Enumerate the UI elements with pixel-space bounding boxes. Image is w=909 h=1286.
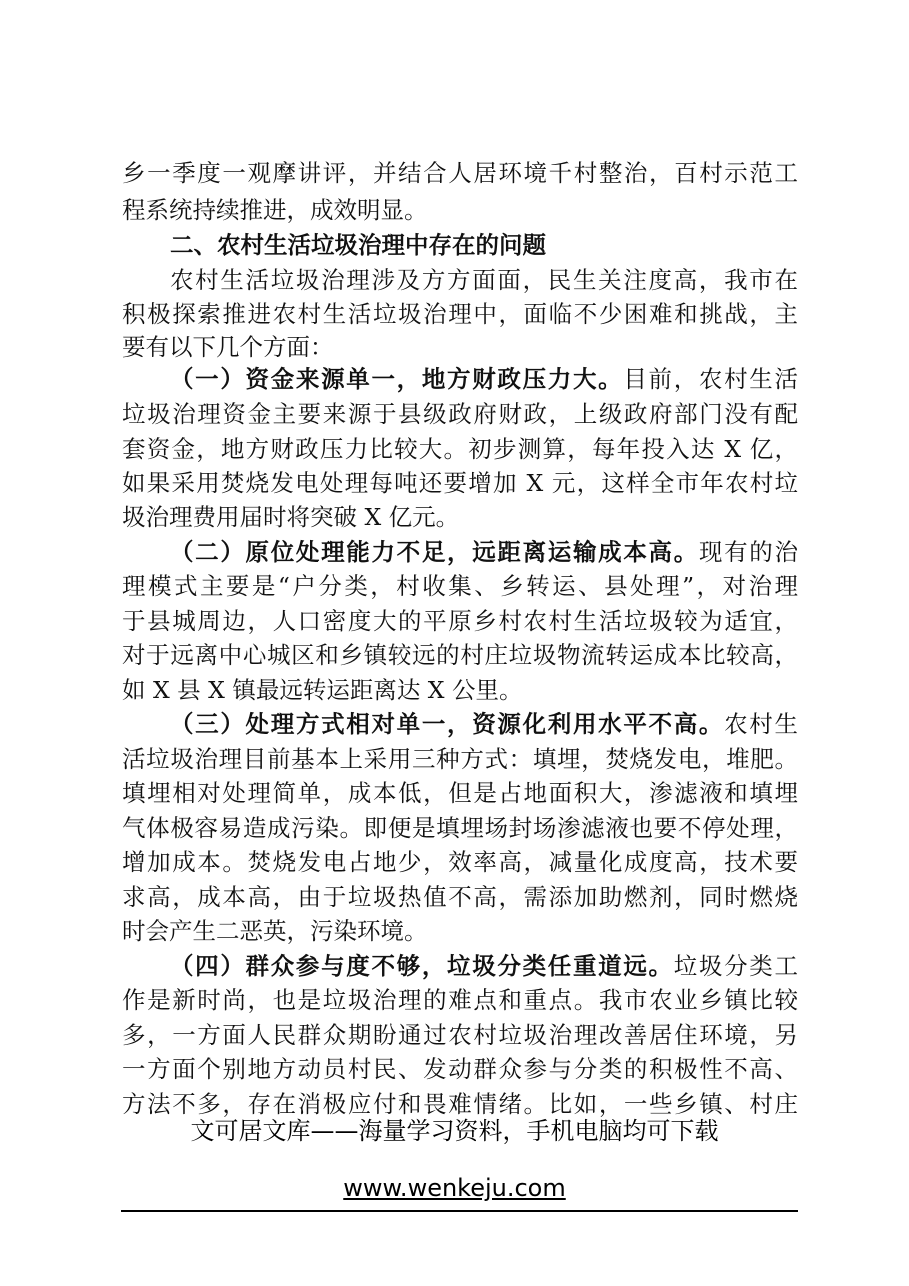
paragraph-line: 于县城周边，人口密度大的平原乡村农村生活垃圾较为适宜， <box>122 607 798 635</box>
paragraph-line: 垃圾治理资金主要来源于县级政府财政，上级政府部门没有配 <box>122 400 798 428</box>
paragraph-line: 套资金，地方财政压力比较大。初步测算，每年投入达 X 亿， <box>122 435 798 463</box>
subsection-title: （三）处理方式相对单一，资源化利用水平不高。 <box>170 710 725 738</box>
paragraph-line: 多，一方面人民群众期盼通过农村垃圾治理改善居住环境，另 <box>122 1021 798 1049</box>
paragraph-line: 如果采用焚烧发电处理每吨还要增加 X 元，这样全市年农村垃 <box>122 469 798 497</box>
paragraph-line: 乡一季度一观摩讲评，并结合人居环境千村整治，百村示范工 <box>122 159 798 187</box>
paragraph-line: 求高，成本高，由于垃圾热值不高，需添加助燃剂，同时燃烧 <box>122 883 798 911</box>
paragraph-line: 程系统持续推进，成效明显。 <box>122 196 428 224</box>
paragraph-line: 填埋相对处理简单，成本低，但是占地面积大，渗滤液和填埋 <box>122 779 798 807</box>
paragraph-line: 如 X 县 X 镇最远转运距离达 X 公里。 <box>122 676 523 704</box>
paragraph-line: 圾治理费用届时将突破 X 亿元。 <box>122 503 460 531</box>
subsection-line: （四）群众参与度不够，垃圾分类任重道远。垃圾分类工 <box>170 952 798 980</box>
subsection-title: （二）原位处理能力不足，远距离运输成本高。 <box>170 538 699 566</box>
paragraph-line: 积极探索推进农村生活垃圾治理中，面临不少困难和挑战，主 <box>122 300 798 328</box>
paragraph-line: 要有以下几个方面： <box>122 333 334 361</box>
subsection-title: （四）群众参与度不够，垃圾分类任重道远。 <box>170 952 674 980</box>
subsection-line: （二）原位处理能力不足，远距离运输成本高。现有的治 <box>170 538 798 566</box>
paragraph-line: 对于远离中心城区和乡镇较远的村庄垃圾物流转运成本比较高， <box>122 641 798 669</box>
paragraph-line: 作是新时尚，也是垃圾治理的难点和重点。我市农业乡镇比较 <box>122 986 798 1014</box>
section-heading: 二、农村生活垃圾治理中存在的问题 <box>170 231 546 259</box>
footer-url-link[interactable]: www.wenkeju.com <box>343 1174 566 1202</box>
paragraph-line: 农村生活垃圾治理涉及方方面面，民生关注度高，我市在 <box>170 266 798 294</box>
paragraph-line: 时会产生二恶英，污染环境。 <box>122 917 428 945</box>
paragraph-line: 活垃圾治理目前基本上采用三种方式：填埋，焚烧发电，堆肥。 <box>122 745 798 773</box>
paragraph-line: 方法不多，存在消极应付和畏难情绪。比如，一些乡镇、村庄 <box>122 1090 798 1118</box>
paragraph-line: 气体极容易造成污染。即便是填埋场封场渗滤液也要不停处理， <box>122 814 798 842</box>
paragraph-line: 理模式主要是“户分类，村收集、乡转运、县处理”，对治理 <box>122 572 798 600</box>
subsection-line: （一）资金来源单一，地方财政压力大。目前，农村生活 <box>170 365 798 393</box>
paragraph-line: 一方面个别地方动员村民、发动群众参与分类的积极性不高、 <box>122 1055 798 1083</box>
footer-divider <box>121 1210 798 1212</box>
paragraph-line: 增加成本。焚烧发电占地少，效率高，减量化成度高，技术要 <box>122 848 798 876</box>
footer-slogan: 文可居文库——海量学习资料，手机电脑均可下载 <box>190 1117 719 1145</box>
subsection-line: （三）处理方式相对单一，资源化利用水平不高。农村生 <box>170 710 798 738</box>
subsection-title: （一）资金来源单一，地方财政压力大。 <box>170 365 624 393</box>
